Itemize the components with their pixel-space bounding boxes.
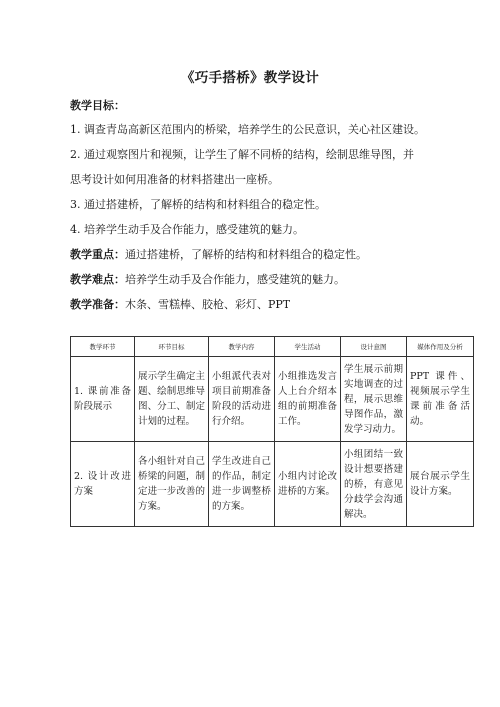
table-cell: PPT 课件、视频展示学生课前准备活动。 bbox=[407, 357, 474, 442]
table-cell: 小组派代表对项目前期准备阶段的活动进行介绍。 bbox=[209, 357, 275, 442]
table-cell: 展示学生确定主题、绘制思维导图、分工、制定计划的过程。 bbox=[135, 357, 209, 442]
table-row bbox=[71, 442, 474, 527]
difficulty-label: 教学难点： bbox=[70, 273, 125, 286]
table-cell: 1. 课前准备阶段展示 bbox=[71, 357, 135, 442]
preparation-label: 教学准备： bbox=[70, 298, 125, 311]
objective-line-2: 2. 通过观察图片和视频，让学生了解不同桥的结构，绘制思维导图，并 bbox=[70, 148, 414, 161]
table-cell: 小组推选发言人上台介绍本组的前期准备工作。 bbox=[275, 357, 341, 442]
objective-line-4: 3. 通过搭建桥，了解桥的结构和材料组合的稳定性。 bbox=[70, 198, 326, 211]
table-cell: 2. 设计改进方案 bbox=[71, 442, 135, 527]
header-teaching-content: 教学内容 bbox=[209, 337, 275, 357]
difficulty-text: 培养学生动手及合作能力，感受建筑的魅力。 bbox=[125, 273, 345, 286]
header-student-activity: 学生活动 bbox=[275, 337, 341, 357]
table-cell: 学生展示前期实地调查的过程，展示思维导图作品，激发学习动力。 bbox=[341, 357, 407, 442]
objectives-heading: 教学目标： bbox=[70, 99, 125, 112]
table-header-row bbox=[71, 337, 474, 357]
key-point-line bbox=[70, 248, 367, 262]
table-cell: 小组团结一致设计想要搭建的桥，有意见分歧学会沟通解决。 bbox=[341, 442, 407, 527]
header-media-analysis: 媒体作用及分析 bbox=[407, 337, 474, 357]
header-design-intent: 设计意图 bbox=[341, 337, 407, 357]
preparation-line bbox=[70, 298, 290, 312]
table-cell: 各小组针对自己桥梁的问题，制定进一步改善的方案。 bbox=[135, 442, 209, 527]
header-teaching-stage: 教学环节 bbox=[71, 337, 135, 357]
table-cell: 展台展示学生设计方案。 bbox=[407, 442, 474, 527]
key-point-label: 教学重点： bbox=[70, 248, 125, 261]
preparation-text: 木条、雪糕棒、胶枪、彩灯、PPT bbox=[125, 298, 291, 311]
objective-line-5: 4. 培养学生动手及合作能力，感受建筑的魅力。 bbox=[70, 223, 304, 236]
key-point-text: 通过搭建桥，了解桥的结构和材料组合的稳定性。 bbox=[125, 248, 367, 261]
header-stage-goal: 环节目标 bbox=[135, 337, 209, 357]
lesson-plan-table bbox=[70, 336, 474, 527]
difficulty-line bbox=[70, 273, 345, 287]
table-cell: 小组内讨论改进桥的方案。 bbox=[275, 442, 341, 527]
table-row bbox=[71, 357, 474, 442]
document-title: 《巧手搭桥》教学设计 bbox=[181, 70, 319, 86]
objective-line-3: 思考设计如何用准备的材料搭建出一座桥。 bbox=[70, 173, 279, 186]
table-cell: 学生改进自己的作品，制定进一步调整桥的方案。 bbox=[209, 442, 275, 527]
objective-line-1: 1. 调查青岛高新区范围内的桥梁，培养学生的公民意识，关心社区建设。 bbox=[70, 123, 425, 136]
